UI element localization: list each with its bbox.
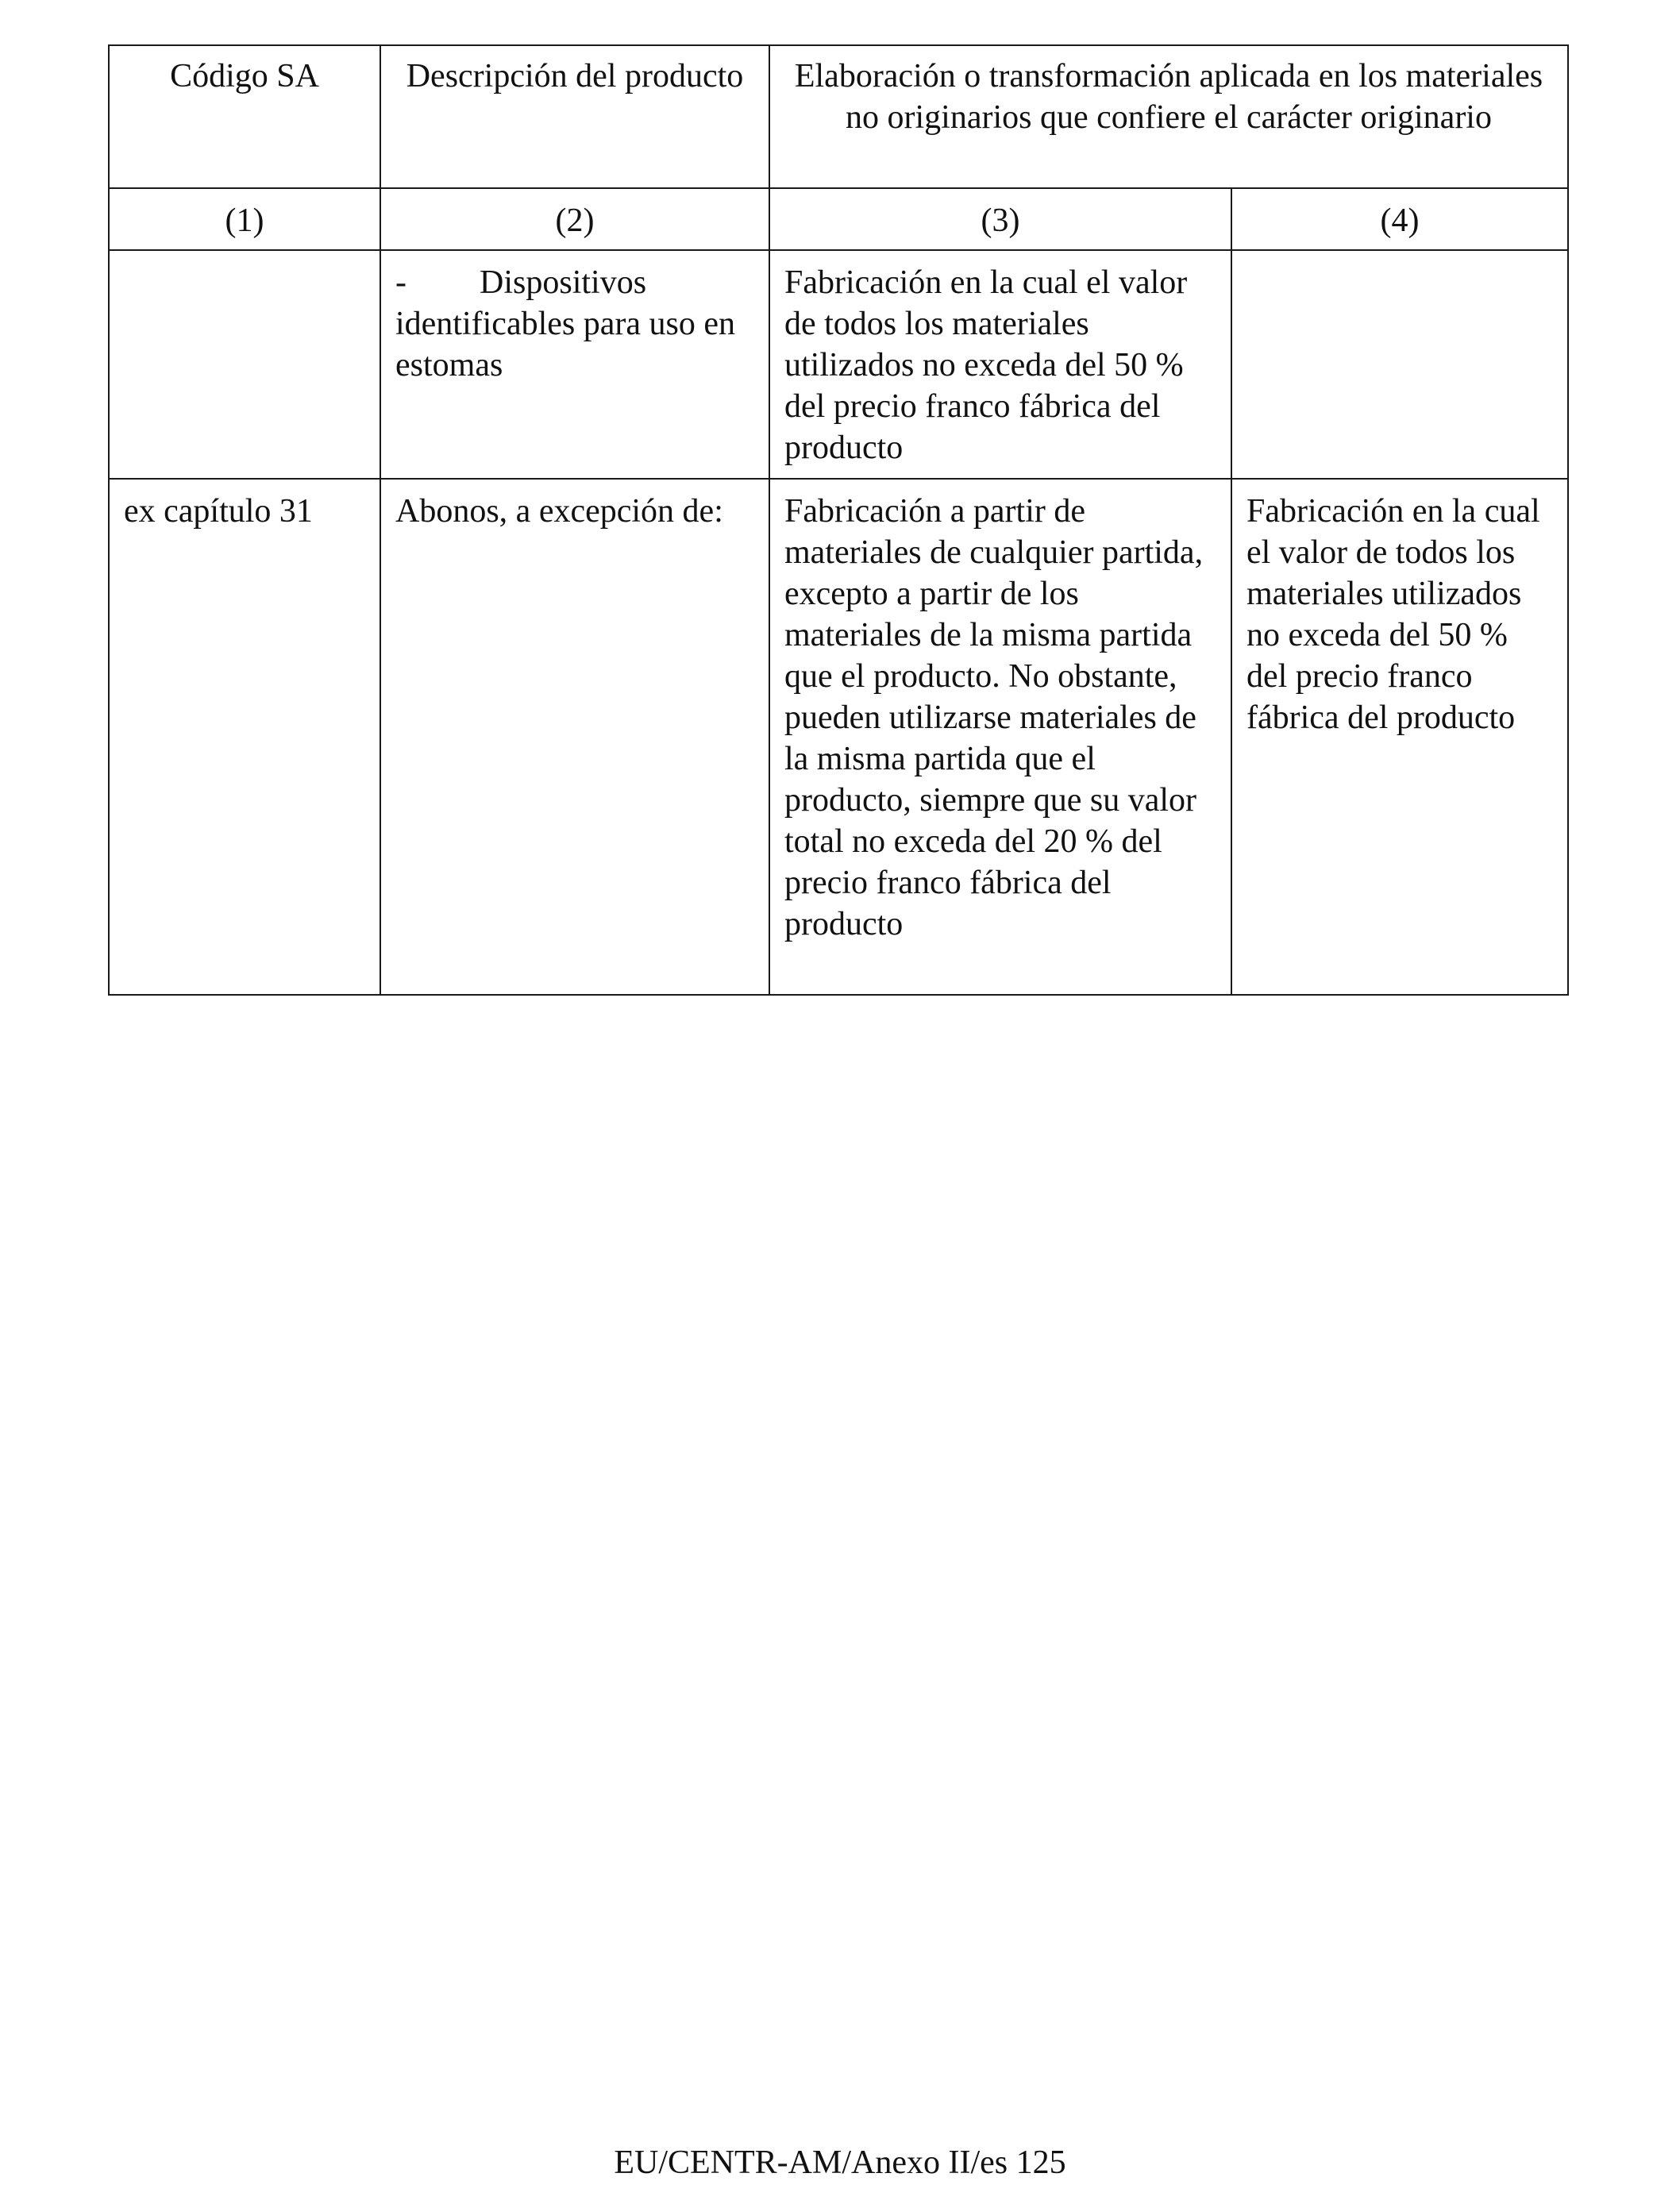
page-footer-reference: EU/CENTR-AM/Anexo II/es 125: [614, 2144, 1066, 2181]
header-descripcion: Descripción del producto: [380, 45, 769, 188]
column-number-4: (4): [1231, 188, 1568, 250]
table-row: [109, 479, 1568, 995]
table-row: [109, 250, 1568, 479]
dash-marker: -: [395, 264, 407, 301]
table-header-row: [109, 45, 1568, 188]
cell-codigo: [109, 250, 380, 479]
column-number-3: (3): [769, 188, 1231, 250]
cell-descripcion: Abonos, a excepción de:: [380, 479, 769, 995]
cell-codigo: ex capítulo 31: [109, 479, 380, 995]
cell-col3: Fabricación en la cual el valor de todos los materiales utilizados no exceda del 50 % del precio franco fábrica del producto: [769, 250, 1231, 479]
origin-rules-table: [108, 44, 1569, 996]
cell-col4: [1231, 250, 1568, 479]
column-number-2: (2): [380, 188, 769, 250]
cell-col4: Fabricación en la cual el valor de todos los materiales utilizados no exceda del 50 % del precio franco fábrica del producto: [1231, 479, 1568, 995]
header-codigo-sa: Código SA: [109, 45, 380, 188]
cell-descripcion-text: Dispositivos identificables para uso en estomas: [395, 264, 735, 383]
cell-col3: Fabricación a partir de materiales de cualquier partida, excepto a partir de los materiales de la misma partida que el producto. No obstante, pueden utilizarse materiales de la misma partida que el producto, siempre que su valor total no exceda del 20 % del precio franco fábrica del producto: [769, 479, 1231, 995]
header-elaboracion: Elaboración o transformación aplicada en los materiales no originarios que confiere el carácter originario: [769, 45, 1568, 188]
cell-descripcion: [380, 250, 769, 479]
column-number-1: (1): [109, 188, 380, 250]
column-number-row: [109, 188, 1568, 250]
